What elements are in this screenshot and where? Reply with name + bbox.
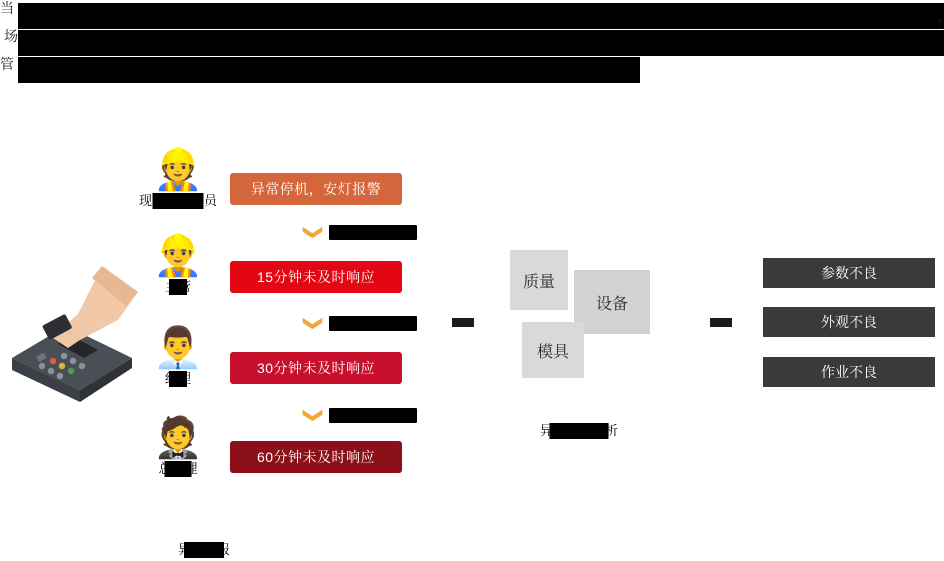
escalation-arrow-2 (302, 313, 417, 333)
defect-appearance[interactable]: 外观不良 (763, 307, 935, 337)
escalation-arrow-2-note: 时间未响应升级 (330, 315, 415, 330)
supervisor-avatar: 👷‍♂️ (153, 234, 203, 278)
escalation-step-2[interactable]: 15分钟未及时响应 (230, 261, 402, 293)
category-quality[interactable]: 质量 (510, 250, 568, 310)
defect-operation[interactable]: 作业不良 (763, 357, 935, 387)
role-executive (138, 416, 218, 478)
category-mould[interactable]: 模具 (522, 322, 584, 378)
title-redaction-bar-2 (18, 30, 944, 56)
escalation-arrow-1 (302, 222, 417, 242)
executive-avatar: 🤵 (153, 416, 203, 460)
category-device[interactable]: 设备 (574, 270, 650, 334)
role-executive-label: 总经理 (158, 461, 198, 476)
title-redaction-bar-1 (18, 3, 944, 29)
title-fragment-2: 场 (4, 28, 18, 44)
role-worker-label: 现场作业人员 (139, 193, 218, 208)
escalation-arrow-3 (302, 405, 417, 425)
title-fragment-1: 当 (0, 0, 14, 16)
escalation-arrow-1-note: 时间未响应升级 (330, 224, 415, 239)
chevron-down-icon: ❯ (302, 315, 324, 331)
escalation-step-4[interactable]: 60分钟未及时响应 (230, 441, 402, 473)
chevron-down-icon: ❯ (302, 407, 324, 423)
chevron-down-icon: ❯ (302, 224, 324, 240)
escalation-arrow-3-note: 时间未响应升级 (330, 407, 415, 422)
page-title-block (0, 0, 944, 82)
role-worker (138, 148, 218, 210)
categories-caption: 异常分类分析 (540, 423, 619, 438)
role-manager-label: 经理 (164, 371, 191, 386)
escalation-step-3[interactable]: 30分钟未及时响应 (230, 352, 402, 384)
title-fragment-4: ↑ (937, 14, 944, 30)
manager-avatar: 👨‍💼 (153, 326, 203, 370)
connector-right (710, 318, 732, 327)
worker-helmet-avatar: 👷 (153, 148, 203, 192)
escalation-caption: 异常上报 (178, 542, 231, 557)
pos-card-terminal-illustration (6, 262, 142, 402)
role-manager (138, 326, 218, 388)
role-supervisor (138, 234, 218, 296)
title-fragment-3: 管 (0, 56, 14, 72)
role-supervisor-label: 主管 (164, 279, 191, 294)
title-redaction-bar-3 (18, 57, 640, 83)
escalation-step-1[interactable]: 异常停机，安灯报警 (230, 173, 402, 205)
defect-parameter[interactable]: 参数不良 (763, 258, 935, 288)
connector-left (452, 318, 474, 327)
